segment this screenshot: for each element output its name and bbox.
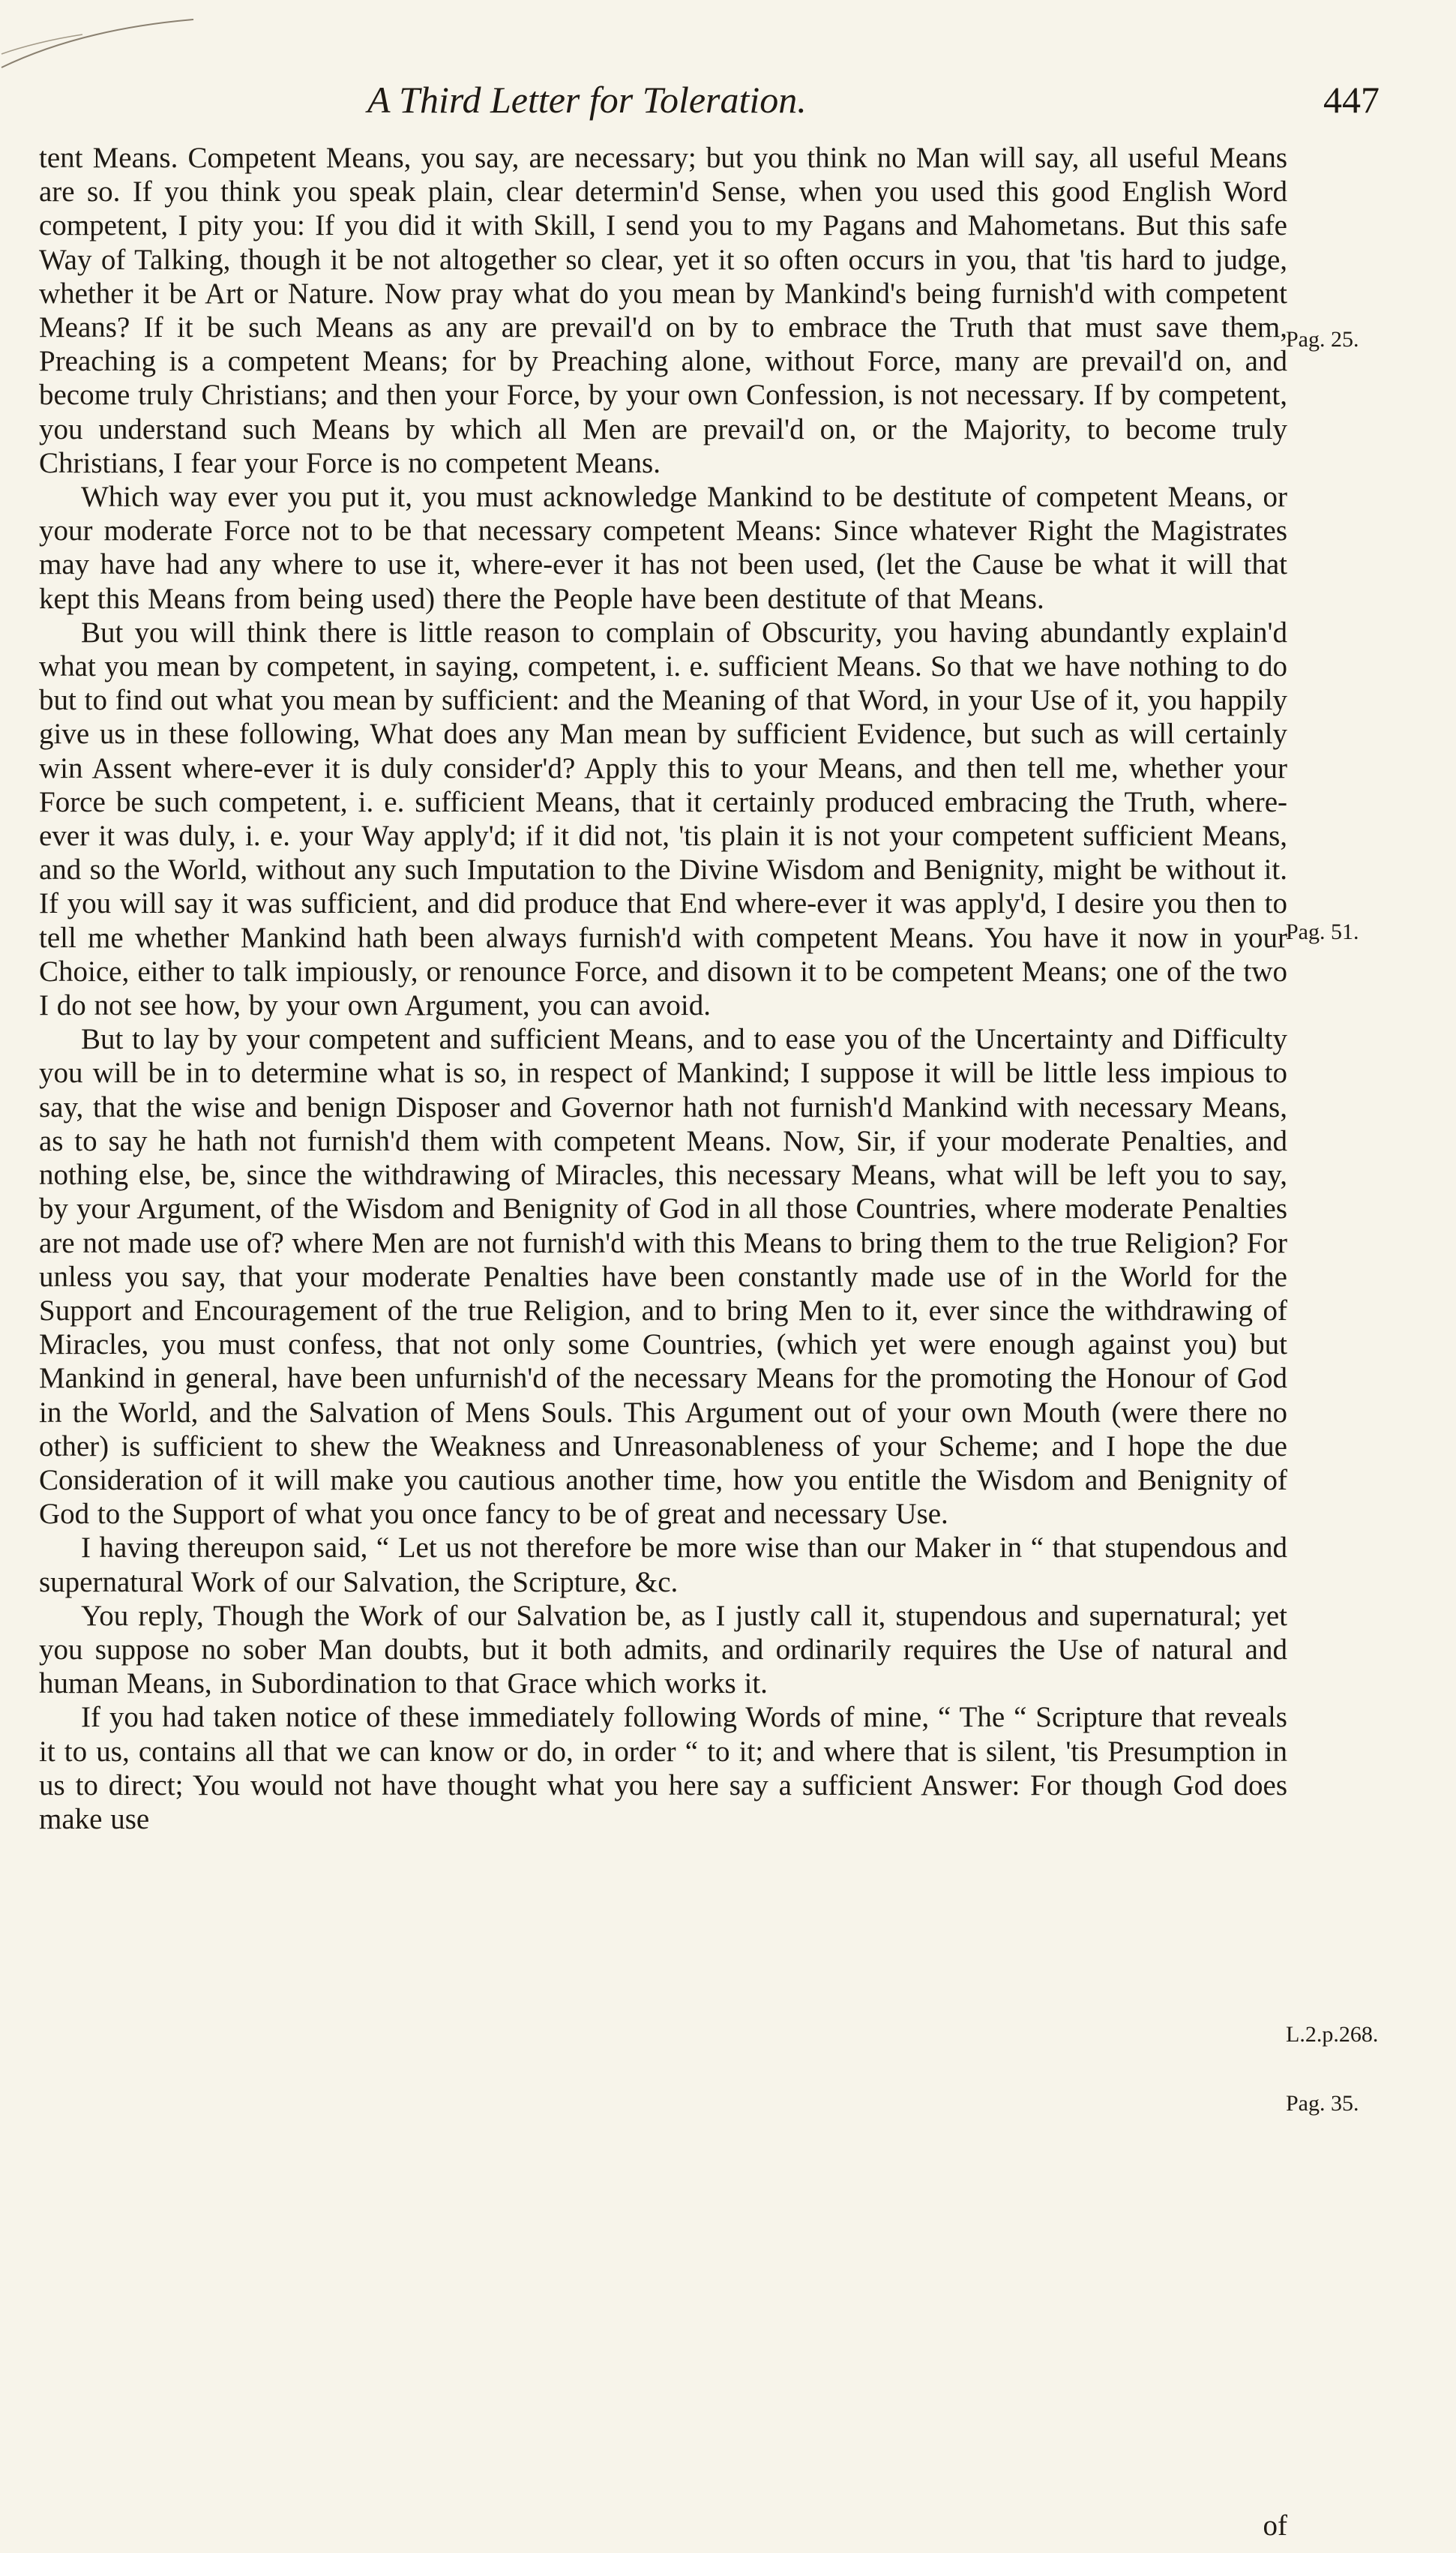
- paragraph: tent Means. Competent Means, you say, are necessary; but you think no Man will say, all useful Means are so. If you think you speak plain, clear determin'd Sense, when you used this good English Word competent, I pity you: If you did it with Skill, I send you to my Pagans and Mahometans. But this safe Way of Talking, though it be not altogether so clear, yet it so often occurs in you, that 'tis hard to judge, whether it be Art or Nature. Now pray what do you mean by Mankind's being furnish'd with competent Means? If it be such Means as any are prevail'd on by to embrace the Truth that must save them, Preaching is a competent Means; for by Preaching alone, without Force, many are prevail'd on, and become truly Christians; and then your Force, by your own Confession, is not necessary. If by competent, you understand such Means by which all Men are prevail'd on, or the Majority, to become truly Christians, I fear your Force is no competent Means.: [39, 142, 1287, 479]
- paragraph: Which way ever you put it, you must acknowledge Mankind to be destitute of competent Means, or your moderate Force not to be that necessary competent Means: Since whatever Right the Magistrates may have had any where to use it, where-ever it has not been used, (let the Cause be what it will that kept this Means from being used) there the People have been destitute of that Means.: [39, 481, 1287, 615]
- margin-note: Pag. 35.: [1286, 2091, 1359, 2116]
- running-head: [367, 75, 807, 124]
- margin-notes: [1286, 0, 1451, 2553]
- paragraph: I having thereupon said, “ Let us not therefore be more wise than our Maker in “ that stupendous and supernatural Work of our Salvation, the Scripture, &c.: [39, 1532, 1287, 1598]
- page-header: [367, 75, 1387, 135]
- paper-scratch-mark: [0, 16, 195, 69]
- paragraph: You reply, Though the Work of our Salvation be, as I justly call it, stupendous and supernatural; yet you suppose no sober Man doubts, but it both admits, and ordinarily requires the Use of natural and human Means, in Subordination to that Grace which works it.: [39, 1599, 1287, 1700]
- running-head-text: A Third Letter for Toleration.: [367, 79, 807, 121]
- paragraph: But you will think there is little reason to complain of Obscurity, you having abundantly explain'd what you mean by competent, in saying, competent, i. e. sufficient Means. So that we have nothing to do but to find out what you mean by sufficient: and the Meaning of that Word, in your Use of it, you happily give us in these following, What does any Man mean by sufficient Evidence, but such as will certainly win Assent where-ever it is duly consider'd? Apply this to your Means, and then tell me, whether your Force be such competent, i. e. sufficient Means, that it certainly produced embracing the Truth, where-ever it was duly, i. e. your Way apply'd; if it did not, 'tis plain it is not your competent sufficient Means, and so the World, without any such Imputation to the Divine Wisdom and Benignity, might be without it. If you will say it was sufficient, and did produce that End where-ever it was apply'd, I desire you then to tell me whether Mankind hath been always furnish'd with competent Means. You have it now in your Choice, either to talk impiously, or renounce Force, and disown it to be competent Means; one of the two I do not see how, by your own Argument, you can avoid.: [39, 616, 1287, 1022]
- page-number: 447: [1323, 79, 1380, 121]
- paragraph: But to lay by your competent and sufficient Means, and to ease you of the Uncertainty and Difficulty you will be in to determine what is so, in respect of Mankind; I suppose it will be little less impious to say, that the wise and benign Disposer and Governor hath not furnish'd Mankind with necessary Means, as to say he hath not furnish'd them with competent Means. Now, Sir, if your moderate Penalties, and nothing else, be, since the withdrawing of Miracles, this necessary Means, what will be left you to say, by your Argument, of the Wisdom and Benignity of God in all those Countries, where moderate Penalties are not made use of? where Men are not furnish'd with this Means to bring them to the true Religion? For unless you say, that your moderate Penalties have been constantly made use of in the World for the Support and Encouragement of the true Religion, and to bring Men to it, ever since the withdrawing of Miracles, you must confess, that not only some Countries, (which yet were enough against you) but Mankind in general, have been unfurnish'd of the necessary Means for the promoting the Honour of God in the World, and the Salvation of Mens Souls. This Argument out of your own Mouth (were there no other) is sufficient to shew the Weakness and Unreasonableness of your Scheme; and I hope the due Consideration of it will make you cautious another time, how you entitle the Wisdom and Benignity of God to the Support of what you once fancy to be of great and necessary Use.: [39, 1023, 1287, 1531]
- margin-note: L.2.p.268.: [1286, 2022, 1379, 2047]
- paragraph: If you had taken notice of these immediately following Words of mine, “ The “ Scripture that reveals it to us, contains all that we can know or do, in order “ to it; and where that is silent, 'tis Presumption in us to direct; You would not have thought what you here say a sufficient Answer: For though God does make use: [39, 1701, 1287, 1835]
- margin-note: Pag. 51.: [1286, 920, 1359, 944]
- catchword: of: [1263, 2510, 1287, 2542]
- body-text: [39, 141, 1287, 1836]
- margin-note: Pag. 25.: [1286, 327, 1359, 352]
